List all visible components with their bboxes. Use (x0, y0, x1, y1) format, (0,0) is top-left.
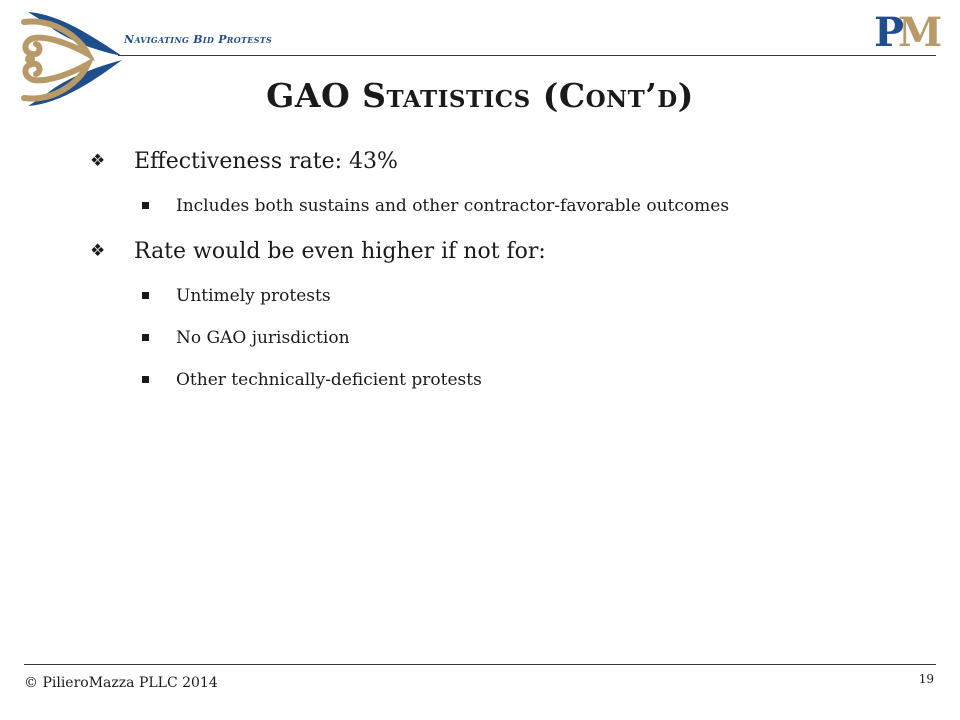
bullet-list (90, 144, 930, 408)
sub-bullet-text: Other technically-deficient protests (176, 370, 482, 390)
sub-bullet-item (142, 324, 930, 352)
firm-logo-p: P (874, 9, 905, 56)
slide-title: GAO Statistics (Cont’d) (266, 76, 694, 115)
footer-divider (24, 664, 936, 665)
logo-gold-swirl-upper (24, 21, 88, 54)
diamond-bullet-icon: ❖ (90, 151, 106, 171)
bullet-text: Effectiveness rate: 43% (134, 148, 398, 174)
sub-bullet-text: No GAO jurisdiction (176, 328, 350, 348)
header-divider (118, 55, 936, 56)
sub-bullet-item (142, 282, 930, 310)
copyright-notice: © PilieroMazza PLLC 2014 (24, 675, 218, 691)
page-number: 19 (918, 672, 934, 686)
firm-logo-m: M (898, 9, 943, 56)
sub-bullet-item (142, 366, 930, 394)
sub-bullet-text: Untimely protests (176, 286, 331, 306)
sub-bullet-text: Includes both sustains and other contractor-favorable outcomes (176, 196, 730, 216)
diamond-bullet-icon: ❖ (90, 241, 106, 261)
sub-bullet-item (142, 192, 930, 220)
deck-header-title: Navigating Bid Protests (124, 33, 273, 46)
logo-gold-dot (25, 54, 35, 64)
bullet-item (90, 234, 930, 268)
bullet-item (90, 144, 930, 178)
firm-logo (872, 6, 943, 56)
bullet-text: Rate would be even higher if not for: (134, 238, 546, 264)
